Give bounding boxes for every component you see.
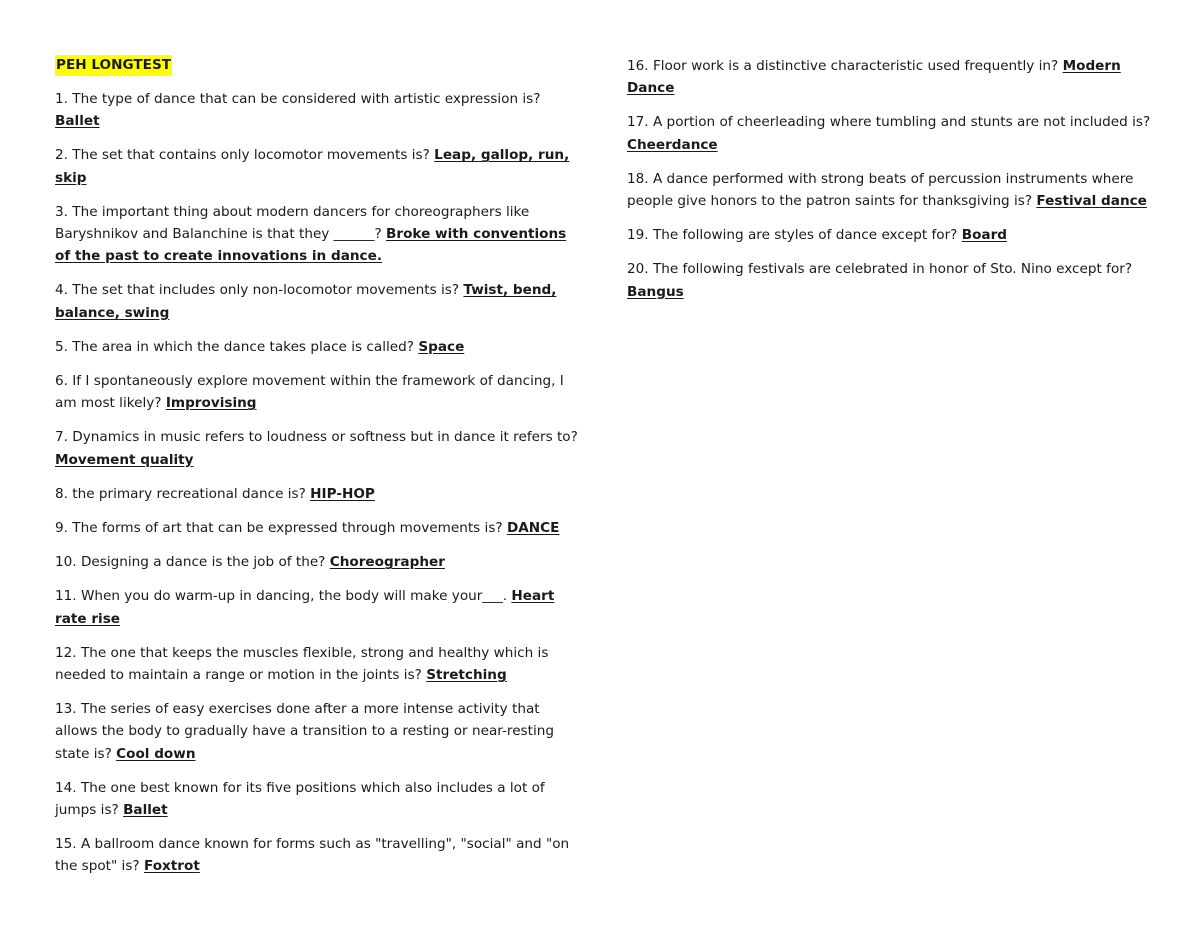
question-text: 17. A portion of cheerleading where tumbling and stunts are not included is? — [627, 114, 1151, 131]
question-item — [55, 426, 585, 470]
question-text: 12. The one that keeps the muscles flexible, strong and healthy which is needed to maintain a range or motion in the joints is? — [55, 644, 549, 684]
answer-text: Broke with conventions of the past to create innovations in dance. — [55, 226, 567, 265]
question-item — [55, 585, 585, 629]
question-item — [627, 111, 1167, 155]
answer-text: Stretching — [426, 667, 507, 684]
question-text: 5. The area in which the dance takes place is called? — [55, 338, 419, 355]
answer-text: Board — [961, 227, 1008, 244]
question-item — [55, 698, 585, 765]
answer-text: Bangus — [627, 283, 684, 300]
answer-text: Heart rate rise — [55, 588, 555, 627]
question-item — [55, 517, 585, 539]
question-text: 20. The following festivals are celebrated in honor of Sto. Nino except for? — [627, 261, 1133, 278]
answer-text: Choreographer — [329, 554, 445, 571]
question-item — [55, 144, 585, 188]
question-text: 18. A dance performed with strong beats of percussion instruments where people give honors to the patron saints for thanksgiving is? — [627, 170, 1134, 210]
question-item — [627, 168, 1167, 212]
question-text: 1. The type of dance that can be considered with artistic expression is? — [55, 91, 541, 107]
question-item — [627, 55, 1167, 99]
answer-text: DANCE — [506, 520, 560, 537]
answer-text: Ballet — [55, 113, 100, 130]
left-question-list — [55, 88, 585, 878]
left-column — [55, 55, 585, 890]
question-text: 7. Dynamics in music refers to loudness or softness but in dance it refers to? — [55, 429, 578, 446]
question-item — [55, 370, 585, 414]
question-text: 13. The series of easy exercises done after a more intense activity that allows the body to gradually have a transition to a resting or near-resting state is? — [55, 701, 554, 762]
question-item — [55, 833, 585, 877]
answer-text: Movement quality — [55, 451, 194, 468]
question-item — [55, 279, 585, 323]
answer-text: HIP-HOP — [310, 485, 375, 502]
question-text: 8. the primary recreational dance is? — [55, 485, 311, 502]
answer-text: Ballet — [123, 802, 168, 819]
question-item — [55, 88, 585, 132]
right-question-list — [627, 55, 1167, 303]
answer-text: Foxtrot — [143, 858, 200, 875]
question-text: 4. The set that includes only non-locomotor movements is? — [55, 282, 464, 299]
question-text: 6. If I spontaneously explore movement within the framework of dancing, I am most likely? — [55, 373, 564, 412]
document-title: PEH LONGTEST — [55, 55, 172, 76]
question-text: 11. When you do warm-up in dancing, the body will make your___. — [55, 588, 512, 605]
question-text: 10. Designing a dance is the job of the? — [55, 554, 330, 571]
answer-text: Modern Dance — [627, 58, 1121, 97]
question-text: 16. Floor work is a distinctive characteristic used frequently in? — [627, 58, 1063, 74]
question-text: 19. The following are styles of dance except for? — [627, 227, 962, 244]
question-item — [55, 777, 585, 821]
question-item — [55, 336, 585, 358]
answer-text: Cheerdance — [627, 136, 718, 153]
question-item — [55, 551, 585, 573]
answer-text: Space — [418, 338, 465, 355]
question-text: 15. A ballroom dance known for forms such as "travelling", "social" and "on the spot" is? — [55, 836, 570, 875]
question-text: 2. The set that contains only locomotor movements is? — [55, 147, 435, 164]
question-item — [627, 258, 1167, 302]
question-item — [627, 224, 1167, 246]
answer-text: Leap, gallop, run, skip — [55, 147, 570, 186]
question-item — [55, 642, 585, 686]
answer-text: Twist, bend, balance, swing — [55, 282, 557, 321]
answer-text: Improvising — [165, 395, 257, 412]
question-text: 14. The one best known for its five positions which also includes a lot of jumps is? — [55, 779, 545, 819]
question-item — [55, 483, 585, 505]
question-text: 9. The forms of art that can be expressed through movements is? — [55, 520, 507, 537]
question-text: 3. The important thing about modern dancers for choreographers like Baryshnikov and Balanchine is that they ______? — [55, 203, 530, 243]
answer-text: Cool down — [116, 745, 196, 762]
question-item — [55, 201, 585, 268]
answer-text: Festival dance — [1036, 193, 1147, 210]
right-column — [627, 55, 1167, 315]
